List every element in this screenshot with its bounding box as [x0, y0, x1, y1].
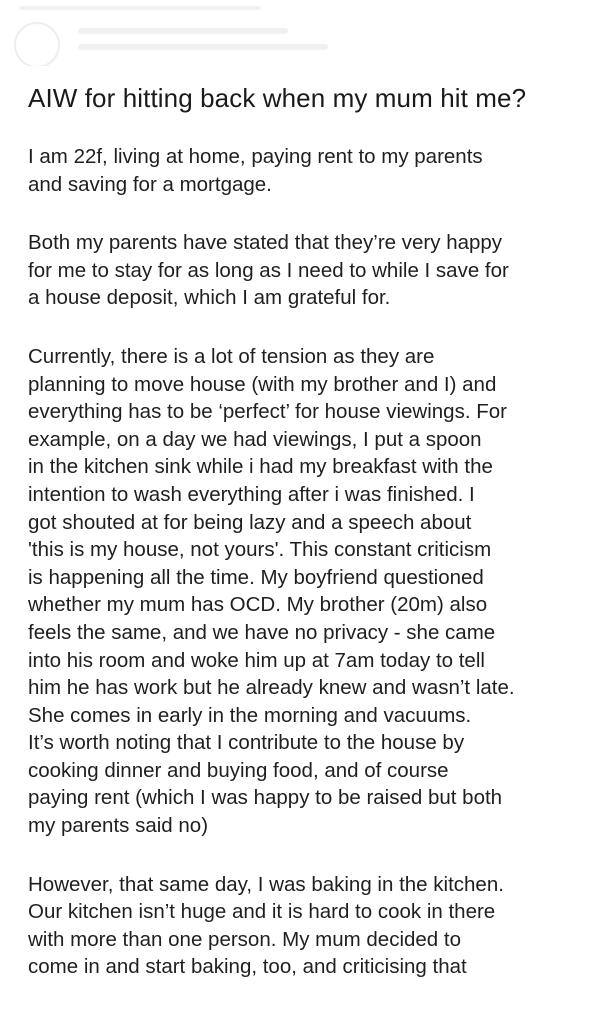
post-body [28, 143, 580, 981]
post-paragraph: Both my parents have stated that they’re very happy for me to stay for as long as I need to while I save for a house deposit, which I am grateful for. [28, 231, 509, 310]
post-paragraph: Currently, there is a lot of tension as they are planning to move house (with my brother and I) and everything has to be ‘perfect’ for house viewings. For example, on a day we had viewings, I put a spoon in the kitchen sink while i had my breakfast with the intention to wash everything after i was finished. I got shouted at for being lazy and a speech about 'this is my house, not yours'. This constant criticism is happening all the time. My boyfriend questioned whether my mum has OCD. My brother (20m) also feels the same, and we have no privacy - she came into his room and woke him up at 7am today to tell him he has work but he already knew and wasn’t late. She comes in early in the morning and vacuums. It’s worth noting that I contribute to the house by cooking dinner and buying food, and of course paying rent (which I was happy to be raised but both my parents said no) [28, 344, 515, 838]
faded-header-line [20, 6, 260, 10]
post-paragraph: However, that same day, I was baking in the kitchen. Our kitchen isn’t huge and it is hard to cook in there with more than one person. My mum decided to come in and start baking, too, and criticising that [28, 872, 504, 979]
post [28, 82, 580, 1012]
post-title: AIW for hitting back when my mum hit me? [28, 83, 527, 113]
faded-avatar [14, 22, 60, 66]
faded-header-line [78, 44, 328, 50]
faded-header-line [78, 28, 288, 34]
post-paragraph: I am 22f, living at home, paying rent to my parents and saving for a mortgage. [28, 145, 483, 196]
faded-header [0, 0, 608, 66]
